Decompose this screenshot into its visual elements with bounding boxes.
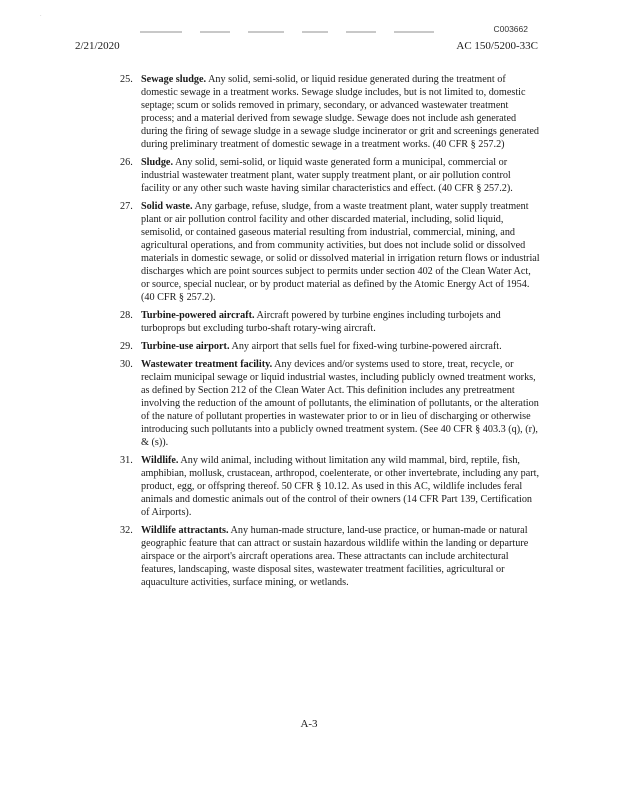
definition-item bbox=[120, 454, 540, 519]
definition-number: 31. bbox=[120, 455, 133, 466]
definition-item bbox=[120, 156, 540, 195]
header-ac-number: AC 150/5200-33C bbox=[456, 40, 538, 52]
definition-number: 28. bbox=[120, 310, 133, 321]
header-date: 2/21/2020 bbox=[75, 40, 120, 52]
definition-term: Wildlife. bbox=[141, 455, 179, 466]
definition-text: Any garbage, refuse, sludge, from a waste treatment plant, water supply treatment plant or air pollution control facility and other discarded material, including, solid liquid, semisolid, or contained gaseous material resulting from industrial, commercial, mining, and agricultural operations, and from community activities, but does not include solid or dissolved materials in domestic sewage, or solid or dissolved material in irrigation return flows or industrial discharges which are point sources subject to permits under section 402 of the Clean Water Act, or source, special nuclear, or by product material as defined by the Atomic Energy Act of 1954.(40 CFR § 257.2). bbox=[141, 201, 540, 303]
definitions-list bbox=[120, 73, 540, 594]
definition-text: Any wild animal, including without limitation any wild mammal, bird, reptile, fish, amphibian, mollusk, crustacean, arthropod, coelenterate, or other invertebrate, including any part, product, egg, or offspring thereof. 50 CFR § 10.12. As used in this AC, wildlife includes feral animals and domestic animals out of the control of their owners (14 CFR Part 139, Certification of Airports). bbox=[141, 455, 540, 518]
definition-term: Sewage sludge. bbox=[141, 74, 207, 85]
definition-item bbox=[120, 358, 540, 449]
definition-text: Aircraft powered by turbine engines including turbojets and turboprops but excluding turbo-shaft rotary-wing aircraft. bbox=[141, 310, 501, 334]
definition-term: Turbine-powered aircraft. bbox=[141, 310, 255, 321]
definition-item bbox=[120, 309, 540, 335]
definition-text: Any airport that sells fuel for fixed-wing turbine-powered aircraft. bbox=[229, 341, 502, 352]
definition-text: Any solid, semi-solid, or liquid waste generated form a municipal, commercial or industrial wastewater treatment plant, water supply treatment plant, or air pollution control facility or any other such waste having similar characteristics and effect. (40 CFR § 257.2). bbox=[141, 157, 513, 194]
definition-text: Any solid, semi-solid, or liquid residue generated during the treatment of domestic sewage in a treatment works. Sewage sludge includes, but is not limited to, domestic septage; scum or solids removed in primary, secondary, or advanced wastewater treatment process; and a material derived from sewage sludge. Sewage does not include ash generated during the firing of sewage sludge in a sewage sludge incinerator or grit and screenings generated during preliminary treatment of domestic sewage in a treatment works. (40 CFR § 257.2) bbox=[141, 74, 540, 150]
definition-term: Wastewater treatment facility. bbox=[141, 359, 273, 370]
page-number: A-3 bbox=[300, 718, 318, 730]
definition-number: 30. bbox=[120, 359, 133, 370]
faint-header-marks bbox=[140, 31, 470, 35]
definition-number: 27. bbox=[120, 201, 133, 212]
definition-text: Any human-made structure, land-use practice, or human-made or natural geographic feature that can attract or sustain hazardous wildlife within the landing or departure airspace or the airport's aircraft operations area. These attractants can include architectural features, landscaping, waste disposal sites, wastewater treatment facilities, agricultural or aquaculture activities, surface mining, or wetlands. bbox=[141, 525, 529, 588]
definition-item bbox=[120, 200, 540, 304]
definition-number: 26. bbox=[120, 157, 133, 168]
definition-term: Solid waste. bbox=[141, 201, 193, 212]
definition-text: Any devices and/or systems used to store, treat, recycle, or reclaim municipal sewage or liquid industrial wastes, including publicly owned treatment works, as defined by Section 212 of the Clean Water Act. This definition includes any pretreatment involving the reduction of the amount of pollutants, the elimination of pollutants, or the alteration of the nature of pollutant properties in wastewater prior to or in lieu of discharging or otherwise introducing such pollutants into a publicly owned treatment system. (See 40 CFR § 403.3 (q), (r), & (s)). bbox=[141, 359, 539, 448]
scan-mark: · bbox=[40, 14, 42, 19]
definition-item bbox=[120, 340, 540, 353]
definition-number: 25. bbox=[120, 74, 133, 85]
definition-term: Sludge. bbox=[141, 157, 173, 168]
definition-term: Wildlife attractants. bbox=[141, 525, 229, 536]
definition-number: 32. bbox=[120, 525, 133, 536]
definition-term: Turbine-use airport. bbox=[141, 341, 230, 352]
definition-item bbox=[120, 524, 540, 589]
definition-item bbox=[120, 73, 540, 151]
document-code: C003662 bbox=[493, 24, 528, 34]
definition-number: 29. bbox=[120, 341, 133, 352]
